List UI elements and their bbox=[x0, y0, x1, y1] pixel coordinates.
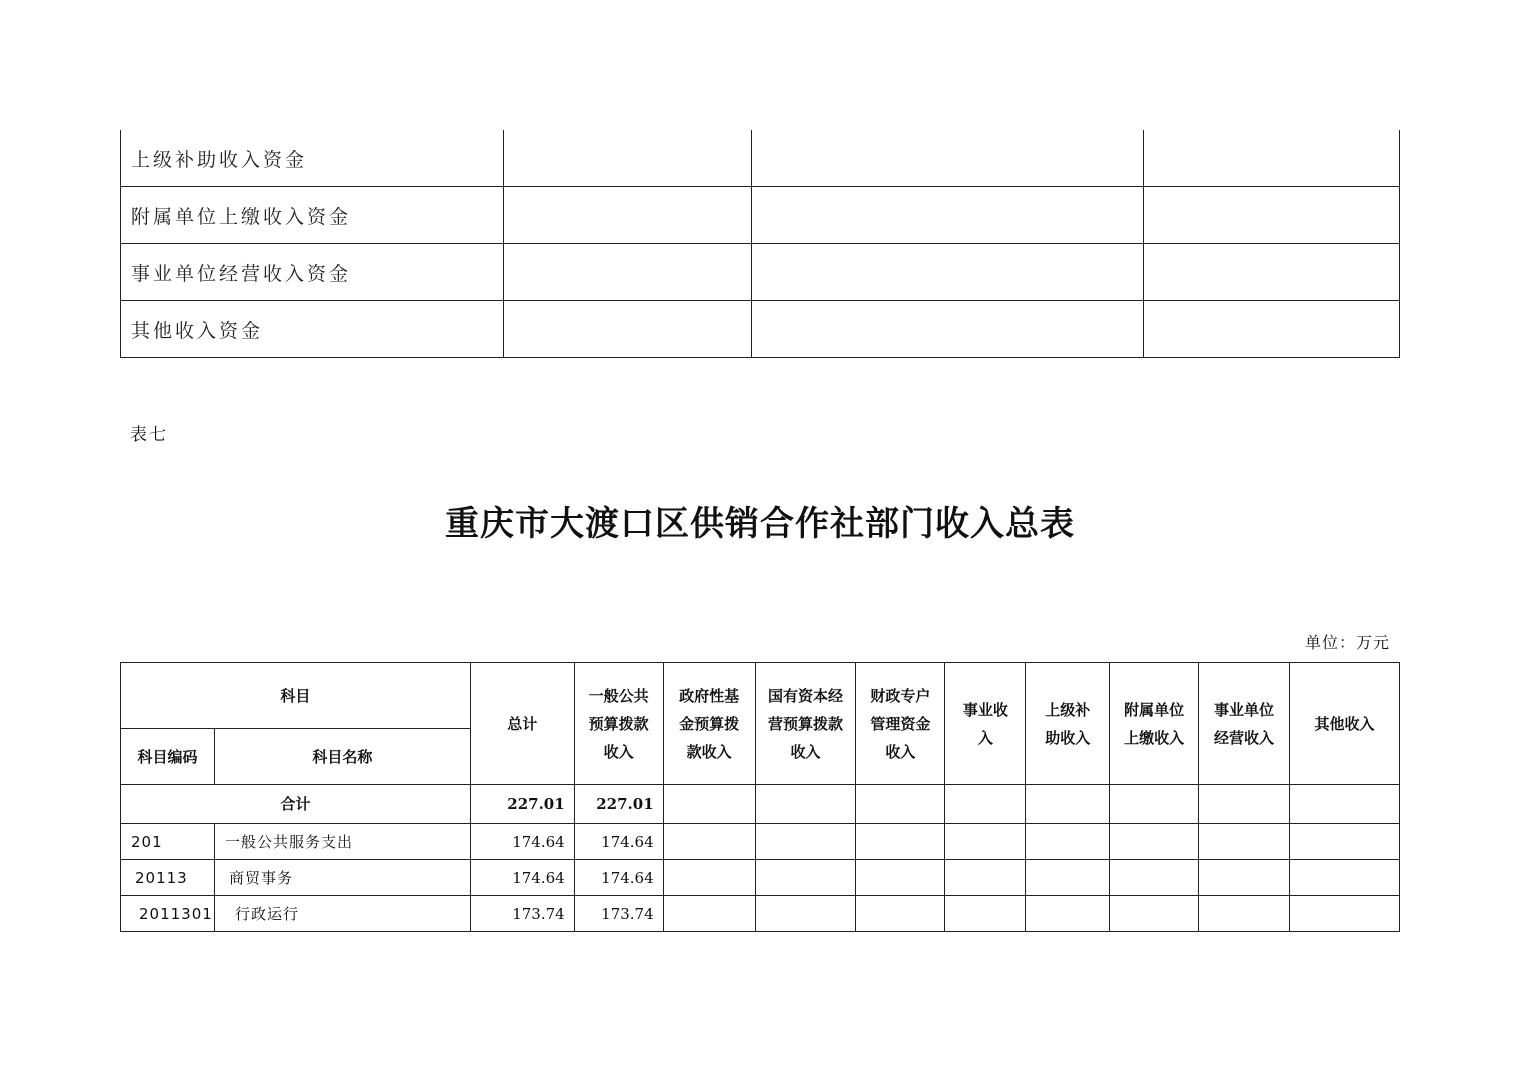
empty-cell bbox=[1290, 824, 1400, 860]
unit-label: 单位：万元 bbox=[1304, 633, 1390, 652]
empty-cell bbox=[945, 785, 1026, 824]
total-amount: 173.74 bbox=[470, 896, 574, 932]
empty-cell bbox=[1199, 860, 1290, 896]
total-label: 合计 bbox=[121, 785, 471, 824]
subject-name: 商贸事务 bbox=[214, 860, 470, 896]
total-amount: 227.01 bbox=[470, 785, 574, 824]
page-title: 重庆市大渡口区供销合作社部门收入总表 bbox=[445, 504, 1075, 544]
column-header-line: 经营收入 bbox=[1214, 728, 1275, 747]
empty-cell bbox=[1199, 785, 1290, 824]
column-header bbox=[755, 663, 856, 785]
empty-cell bbox=[663, 824, 755, 860]
column-header-line: 事业单位 bbox=[1214, 700, 1275, 719]
table-row bbox=[121, 896, 1400, 932]
column-header-line: 总计 bbox=[507, 714, 538, 733]
continuation-row bbox=[121, 301, 1400, 358]
header-code: 科目编码 bbox=[121, 729, 215, 785]
general-budget-amount: 173.74 bbox=[574, 896, 663, 932]
column-header-line: 款收入 bbox=[686, 742, 732, 761]
column-header-line: 上缴收入 bbox=[1124, 728, 1185, 747]
column-header-line: 收入 bbox=[603, 742, 634, 761]
empty-cell bbox=[1110, 860, 1199, 896]
empty-cell bbox=[1290, 896, 1400, 932]
income-summary-table bbox=[120, 662, 1400, 932]
empty-cell bbox=[751, 187, 1144, 244]
column-header bbox=[663, 663, 755, 785]
empty-cell bbox=[1026, 896, 1110, 932]
total-amount: 174.64 bbox=[470, 860, 574, 896]
continuation-row bbox=[121, 187, 1400, 244]
total-amount: 174.64 bbox=[470, 824, 574, 860]
empty-cell bbox=[856, 785, 945, 824]
empty-cell bbox=[503, 244, 751, 301]
empty-cell bbox=[1110, 824, 1199, 860]
empty-cell bbox=[1144, 130, 1400, 187]
header-subject: 科目 bbox=[121, 663, 471, 729]
subject-code: 201 bbox=[121, 824, 215, 860]
row-label: 其他收入资金 bbox=[121, 301, 504, 358]
empty-cell bbox=[1026, 824, 1110, 860]
column-header-line: 政府性基 bbox=[679, 686, 740, 705]
column-header bbox=[1110, 663, 1199, 785]
empty-cell bbox=[1199, 896, 1290, 932]
empty-cell bbox=[751, 301, 1144, 358]
subject-code: 20113 bbox=[121, 860, 215, 896]
continuation-row bbox=[121, 130, 1400, 187]
empty-cell bbox=[1026, 860, 1110, 896]
empty-cell bbox=[663, 860, 755, 896]
empty-cell bbox=[663, 896, 755, 932]
column-header bbox=[1199, 663, 1290, 785]
empty-cell bbox=[856, 824, 945, 860]
table-row bbox=[121, 824, 1400, 860]
empty-cell bbox=[1290, 860, 1400, 896]
empty-cell bbox=[755, 824, 856, 860]
empty-cell bbox=[1110, 896, 1199, 932]
empty-cell bbox=[755, 896, 856, 932]
general-budget-amount: 174.64 bbox=[574, 824, 663, 860]
empty-cell bbox=[1199, 824, 1290, 860]
column-header-line: 收入 bbox=[790, 742, 821, 761]
empty-cell bbox=[503, 187, 751, 244]
column-header-line: 其他收入 bbox=[1314, 714, 1375, 733]
total-row bbox=[121, 785, 1400, 824]
column-header-line: 助收入 bbox=[1045, 728, 1091, 747]
subject-code: 2011301 bbox=[121, 896, 215, 932]
column-header-line: 营预算拨款 bbox=[768, 714, 844, 733]
column-header bbox=[574, 663, 663, 785]
empty-cell bbox=[751, 130, 1144, 187]
column-header-line: 事业收 bbox=[962, 700, 1008, 719]
empty-cell bbox=[1144, 301, 1400, 358]
empty-cell bbox=[1290, 785, 1400, 824]
empty-cell bbox=[1026, 785, 1110, 824]
empty-cell bbox=[1144, 187, 1400, 244]
empty-cell bbox=[1110, 785, 1199, 824]
subject-name: 一般公共服务支出 bbox=[214, 824, 470, 860]
column-header bbox=[1290, 663, 1400, 785]
empty-cell bbox=[1144, 244, 1400, 301]
header-name: 科目名称 bbox=[214, 729, 470, 785]
column-header-line: 财政专户 bbox=[870, 686, 931, 705]
table-number: 表七 bbox=[130, 425, 168, 445]
empty-cell bbox=[751, 244, 1144, 301]
empty-cell bbox=[663, 785, 755, 824]
row-label: 上级补助收入资金 bbox=[121, 130, 504, 187]
empty-cell bbox=[755, 785, 856, 824]
column-header-line: 上级补 bbox=[1045, 700, 1091, 719]
continuation-table bbox=[120, 130, 1400, 358]
column-header bbox=[470, 663, 574, 785]
column-header-line: 一般公共 bbox=[588, 686, 649, 705]
column-header bbox=[1026, 663, 1110, 785]
column-header-line: 管理资金 bbox=[870, 714, 931, 733]
continuation-row bbox=[121, 244, 1400, 301]
general-budget-amount: 174.64 bbox=[574, 860, 663, 896]
empty-cell bbox=[755, 860, 856, 896]
empty-cell bbox=[503, 301, 751, 358]
empty-cell bbox=[856, 860, 945, 896]
subject-name: 行政运行 bbox=[214, 896, 470, 932]
empty-cell bbox=[945, 896, 1026, 932]
column-header-line: 预算拨款 bbox=[588, 714, 649, 733]
column-header-line: 国有资本经 bbox=[768, 686, 844, 705]
column-header-line: 金预算拨 bbox=[679, 714, 740, 733]
column-header bbox=[856, 663, 945, 785]
empty-cell bbox=[945, 824, 1026, 860]
row-label: 附属单位上缴收入资金 bbox=[121, 187, 504, 244]
column-header-line: 入 bbox=[977, 728, 993, 747]
row-label: 事业单位经营收入资金 bbox=[121, 244, 504, 301]
column-header-line: 收入 bbox=[885, 742, 916, 761]
column-header-line: 附属单位 bbox=[1124, 700, 1185, 719]
empty-cell bbox=[856, 896, 945, 932]
empty-cell bbox=[945, 860, 1026, 896]
table-row bbox=[121, 860, 1400, 896]
empty-cell bbox=[503, 130, 751, 187]
column-header bbox=[945, 663, 1026, 785]
general-budget-amount: 227.01 bbox=[574, 785, 663, 824]
